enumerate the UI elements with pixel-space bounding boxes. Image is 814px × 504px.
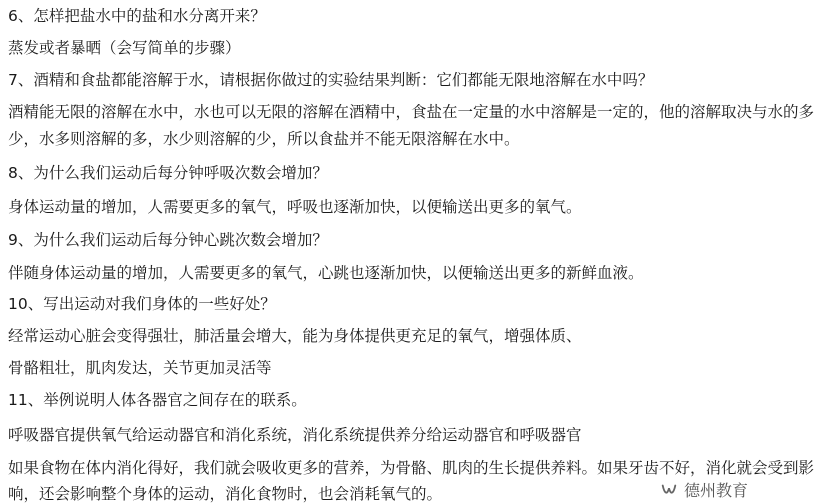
answer-8: 身体运动量的增加，人需要更多的氧气，呼吸也逐渐加快，以便输送出更多的氧气。 [8,198,582,216]
answer-10-line-1: 经常运动心脏会变得强壮，肺活量会增大，能为身体提供更充足的氧气，增强体质、 [8,327,582,345]
question-6: 6、怎样把盐水中的盐和水分离开来？ [8,7,266,25]
answer-11-line-3: 响，还会影响整个身体的运动，消化食物时，也会消耗氧气的。 [8,485,443,503]
answer-11-line-1: 呼吸器官提供氧气给运动器官和消化系统，消化系统提供养分给运动器官和呼吸器官 [8,426,582,444]
watermark [660,478,748,501]
answer-11-line-2: 如果食物在体内消化得好，我们就会吸收更多的营养，为骨骼、肌肉的生长提供养料。如果牙齿不好，消化就会受到影 [8,459,814,477]
question-7: 7、酒精和食盐都能溶解于水，请根据你做过的实验结果判断：它们都能无限地溶解在水中吗？ [8,71,654,89]
answer-7-line-1: 酒精能无限的溶解在水中，水也可以无限的溶解在酒精中，食盐在一定量的水中溶解是一定的，他的溶解取决与水的多 [8,103,814,121]
answer-6: 蒸发或者暴晒（会写简单的步骤） [8,39,241,57]
answer-10-line-2: 骨骼粗壮，肌肉发达，关节更加灵活等 [8,359,272,377]
question-8: 8、为什么我们运动后每分钟呼吸次数会增加？ [8,164,328,182]
question-11: 11、举例说明人体各器官之间存在的联系。 [8,391,307,409]
watermark-text: 德州教育 [684,481,749,500]
wechat-channel-icon [660,481,678,499]
question-9: 9、为什么我们运动后每分钟心跳次数会增加？ [8,231,328,249]
answer-7-line-2: 少，水多则溶解的多，水少则溶解的少，所以食盐并不能无限溶解在水中。 [8,130,520,148]
question-10: 10、写出运动对我们身体的一些好处？ [8,295,276,313]
answer-9: 伴随身体运动量的增加，人需要更多的氧气，心跳也逐渐加快，以便输送出更多的新鲜血液。 [8,264,644,282]
